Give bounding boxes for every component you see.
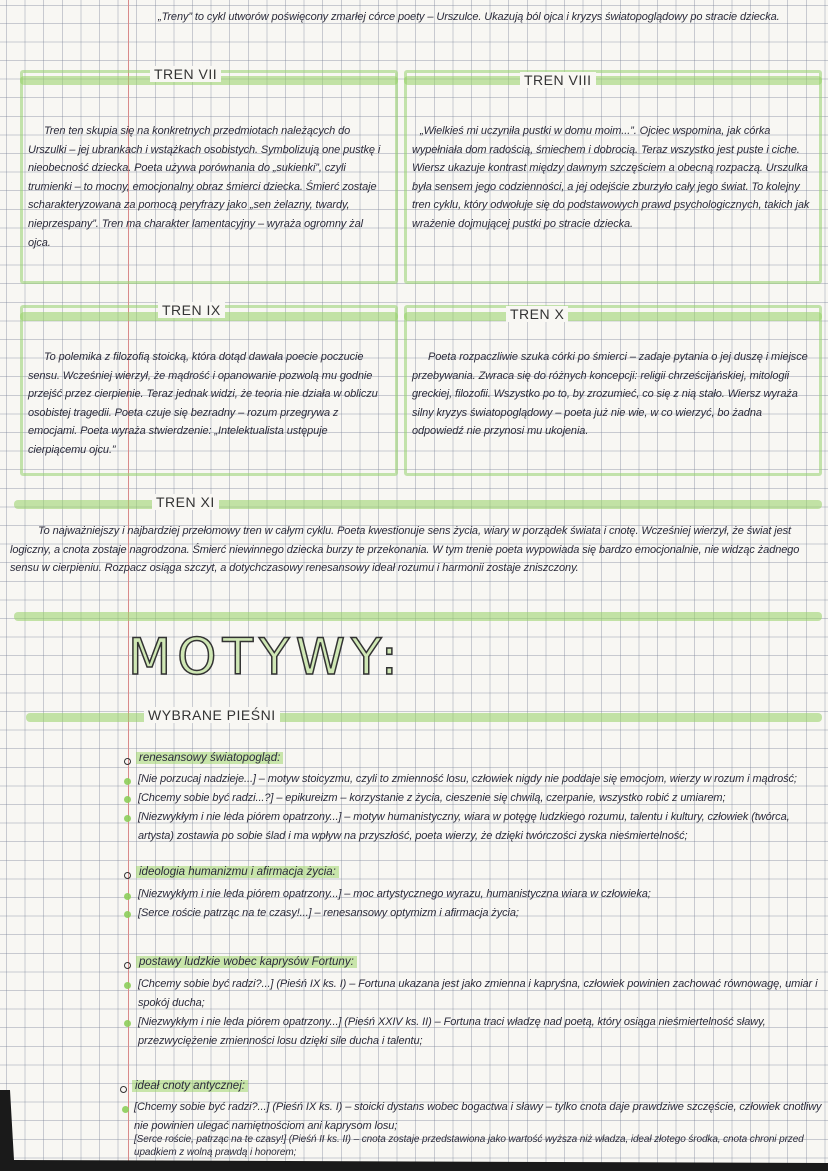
list-item: [Chcemy sobie być radzi?...] (Pieśń IX ks. I) – stoicki dystans wobec bogactwa i sławy – tylko cnota daje prawdziwe szczęście, człowiek cnotliwy nie powinien ulegać namiętnościom ani kaprysom losu; bbox=[134, 1101, 822, 1132]
tren-viii-title: TREN VIII bbox=[520, 72, 596, 88]
group-title: ideał cnoty antycznej: bbox=[132, 1080, 248, 1092]
highlight bbox=[14, 500, 822, 509]
highlight bbox=[404, 312, 822, 321]
tren-x-title: TREN X bbox=[506, 306, 568, 322]
group-title: postawy ludzkie wobec kaprysów Fortuny: bbox=[136, 956, 357, 968]
group-title: renesansowy światopogląd: bbox=[136, 752, 283, 764]
intro-text: „Treny” to cykl utworów poświęcony zmarłej córce poety – Urszulce. Ukazują ból ojca i kryzys światopoglądowy po stracie dziecka. bbox=[158, 11, 780, 23]
tren-vii-title: TREN VII bbox=[150, 66, 221, 82]
list-item: [Chcemy sobie być radzi...?] – epikureizm – korzystanie z życia, cieszenie się chwilą, czerpanie, wszystko robić z umiarem; bbox=[138, 792, 726, 804]
list-item: [Nie porzucaj nadzieje...] – motyw stoicyzmu, czyli to zmienność losu, człowiek nigdy nie poddaje się emocjom, wierzy w rozum i mądrość; bbox=[138, 773, 797, 785]
list-item: [Chcemy sobie być radzi?...] (Pieśń IX ks. I) – Fortuna ukazana jest jako zmienna i kapryśna, człowiek powinien zachować równowagę, umiar i spokój ducha; bbox=[138, 978, 818, 1009]
tren-xi-text: To najważniejszy i najbardziej przełomowy tren w całym cyklu. Poeta kwestionuje sens życia, wiary w porządek świata i cnotę. Wcześniej wierzył, że świat jest logiczny, a cnota zostaje nagrodzona. Śmierć niewinnego dziecka burzy te przekonania. W tym trenie poeta wypowiada się bardzo emocjonalnie, nie widząc żadnego sensu w cierpieniu. Rozpacz osiąga szczyt, a dotychczasowy renesansowy ideał rozumu i harmonii zostaje zniszczony. bbox=[10, 525, 800, 575]
tren-vii-text: Tren ten skupia się na konkretnych przedmiotach należących do Urszulki – jej ubrankach i wstążkach osobistych. Symbolizują one pustkę i nieobecność dziecka. Poeta używa porównania do „sukienki”, czyli trumienki – to mocny, emocjonalny obraz śmierci dziecka. Śmierć zostaje scharakteryzowana za pomocą peryfrazy jako „sen żelazny, twardy, nieprzespany”. Tren ma charakter lamentacyjny – wyraża ogromny żal ojca. bbox=[28, 125, 381, 249]
motywy-title: MOTYWY: bbox=[128, 628, 404, 686]
tren-x-text: Poeta rozpaczliwie szuka córki po śmierci – zadaje pytania o jej duszę i miejsce przebywania. Zwraca się do różnych koncepcji: religii chrześcijańskiej, mitologii greckiej, filozofii. Wszystko po to, by zrozumieć, co się z nią stało. Wiersz wyraża silny kryzys światopoglądowy – poeta już nie wie, w co wierzyć, bo żadna odpowiedź nie przynosi mu ukojenia. bbox=[412, 351, 808, 438]
item-bullet bbox=[124, 796, 131, 803]
group-bullet bbox=[124, 758, 131, 765]
tren-ix-text: To polemika z filozofią stoicką, która dotąd dawała poecie poczucie sensu. Wcześniej wierzył, że mądrość i opanowanie pozwolą mu godnie przejść przez cierpienie. Teraz jednak widzi, że teoria nie działa w obliczu osobistej tragedii. Poeta czuje się bezradny – rozum przegrywa z emocjami. Poeta wyraża stwierdzenie: „Intelektualista ustępuje cierpiącemu ojcu.” bbox=[28, 351, 378, 456]
tren-ix-title: TREN IX bbox=[158, 302, 225, 318]
list-item: [Serce roście, patrząc na te czasy!] (Pieśń II ks. II) – cnota zostaje przedstawiona jako wartość wyższa niż władza, ideał złotego środka, cnota chroni przed upadkiem z wolną prawdą i honorem; bbox=[134, 1134, 804, 1158]
item-bullet bbox=[124, 893, 131, 900]
wybrane-piesni-title: WYBRANE PIEŚNI bbox=[144, 707, 280, 723]
item-bullet bbox=[124, 1020, 131, 1027]
tren-viii-text: „Wielkieś mi uczyniła pustki w domu moim...”. Ojciec wspomina, jak córka wypełniała dom radością, śmiechem i dobrocią. Teraz wszystko jest puste i ciche. Wiersz ukazuje kontrast między dawnym szczęściem a obecną rozpaczą. Urszulka była sensem jego codzienności, a jej odejście zburzyło cały jego świat. To kolejny tren cyklu, który odwołuje się do podstawowych prawd psychologicznych, takich jak wrażenie dojmującej pustki po stracie dziecka. bbox=[412, 125, 810, 230]
group-bullet bbox=[120, 1086, 127, 1093]
highlight bbox=[404, 76, 822, 85]
item-bullet bbox=[124, 815, 131, 822]
item-bullet bbox=[124, 911, 131, 918]
group-bullet bbox=[124, 962, 131, 969]
item-bullet bbox=[124, 778, 131, 785]
list-item: [Niezwykłym i nie leda piórem opatrzony...] – motyw humanistyczny, wiara w potęgę ludzkiego rozumu, talentu i kultury, człowiek (twórca, artysta) zostawia po sobie ślad i ma wpływ na przyszłość, poeta wierzy, że dzięki twórczości zyska nieśmiertelność; bbox=[138, 811, 790, 842]
tren-xi-title: TREN XI bbox=[152, 494, 219, 510]
group-title: ideologia humanizmu i afirmacja życia: bbox=[136, 866, 339, 878]
item-bullet bbox=[122, 1106, 129, 1113]
highlight bbox=[14, 612, 822, 621]
list-item: [Niezwykłym i nie leda piórem opatrzony...] – moc artystycznego wyrazu, humanistyczna wiara w człowieka; bbox=[138, 888, 651, 900]
list-item: [Serce roście patrząc na te czasy!...] – renesansowy optymizm i afirmacja życia; bbox=[138, 907, 519, 919]
group-bullet bbox=[124, 872, 131, 879]
item-bullet bbox=[124, 982, 131, 989]
list-item: [Niezwykłym i nie leda piórem opatrzony...] (Pieśń XXIV ks. II) – Fortuna traci władzę nad poetą, który osiąga nieśmiertelność sławy, przezwyciężenie zmienności losu dzięki sile ducha i talentu; bbox=[138, 1016, 766, 1047]
